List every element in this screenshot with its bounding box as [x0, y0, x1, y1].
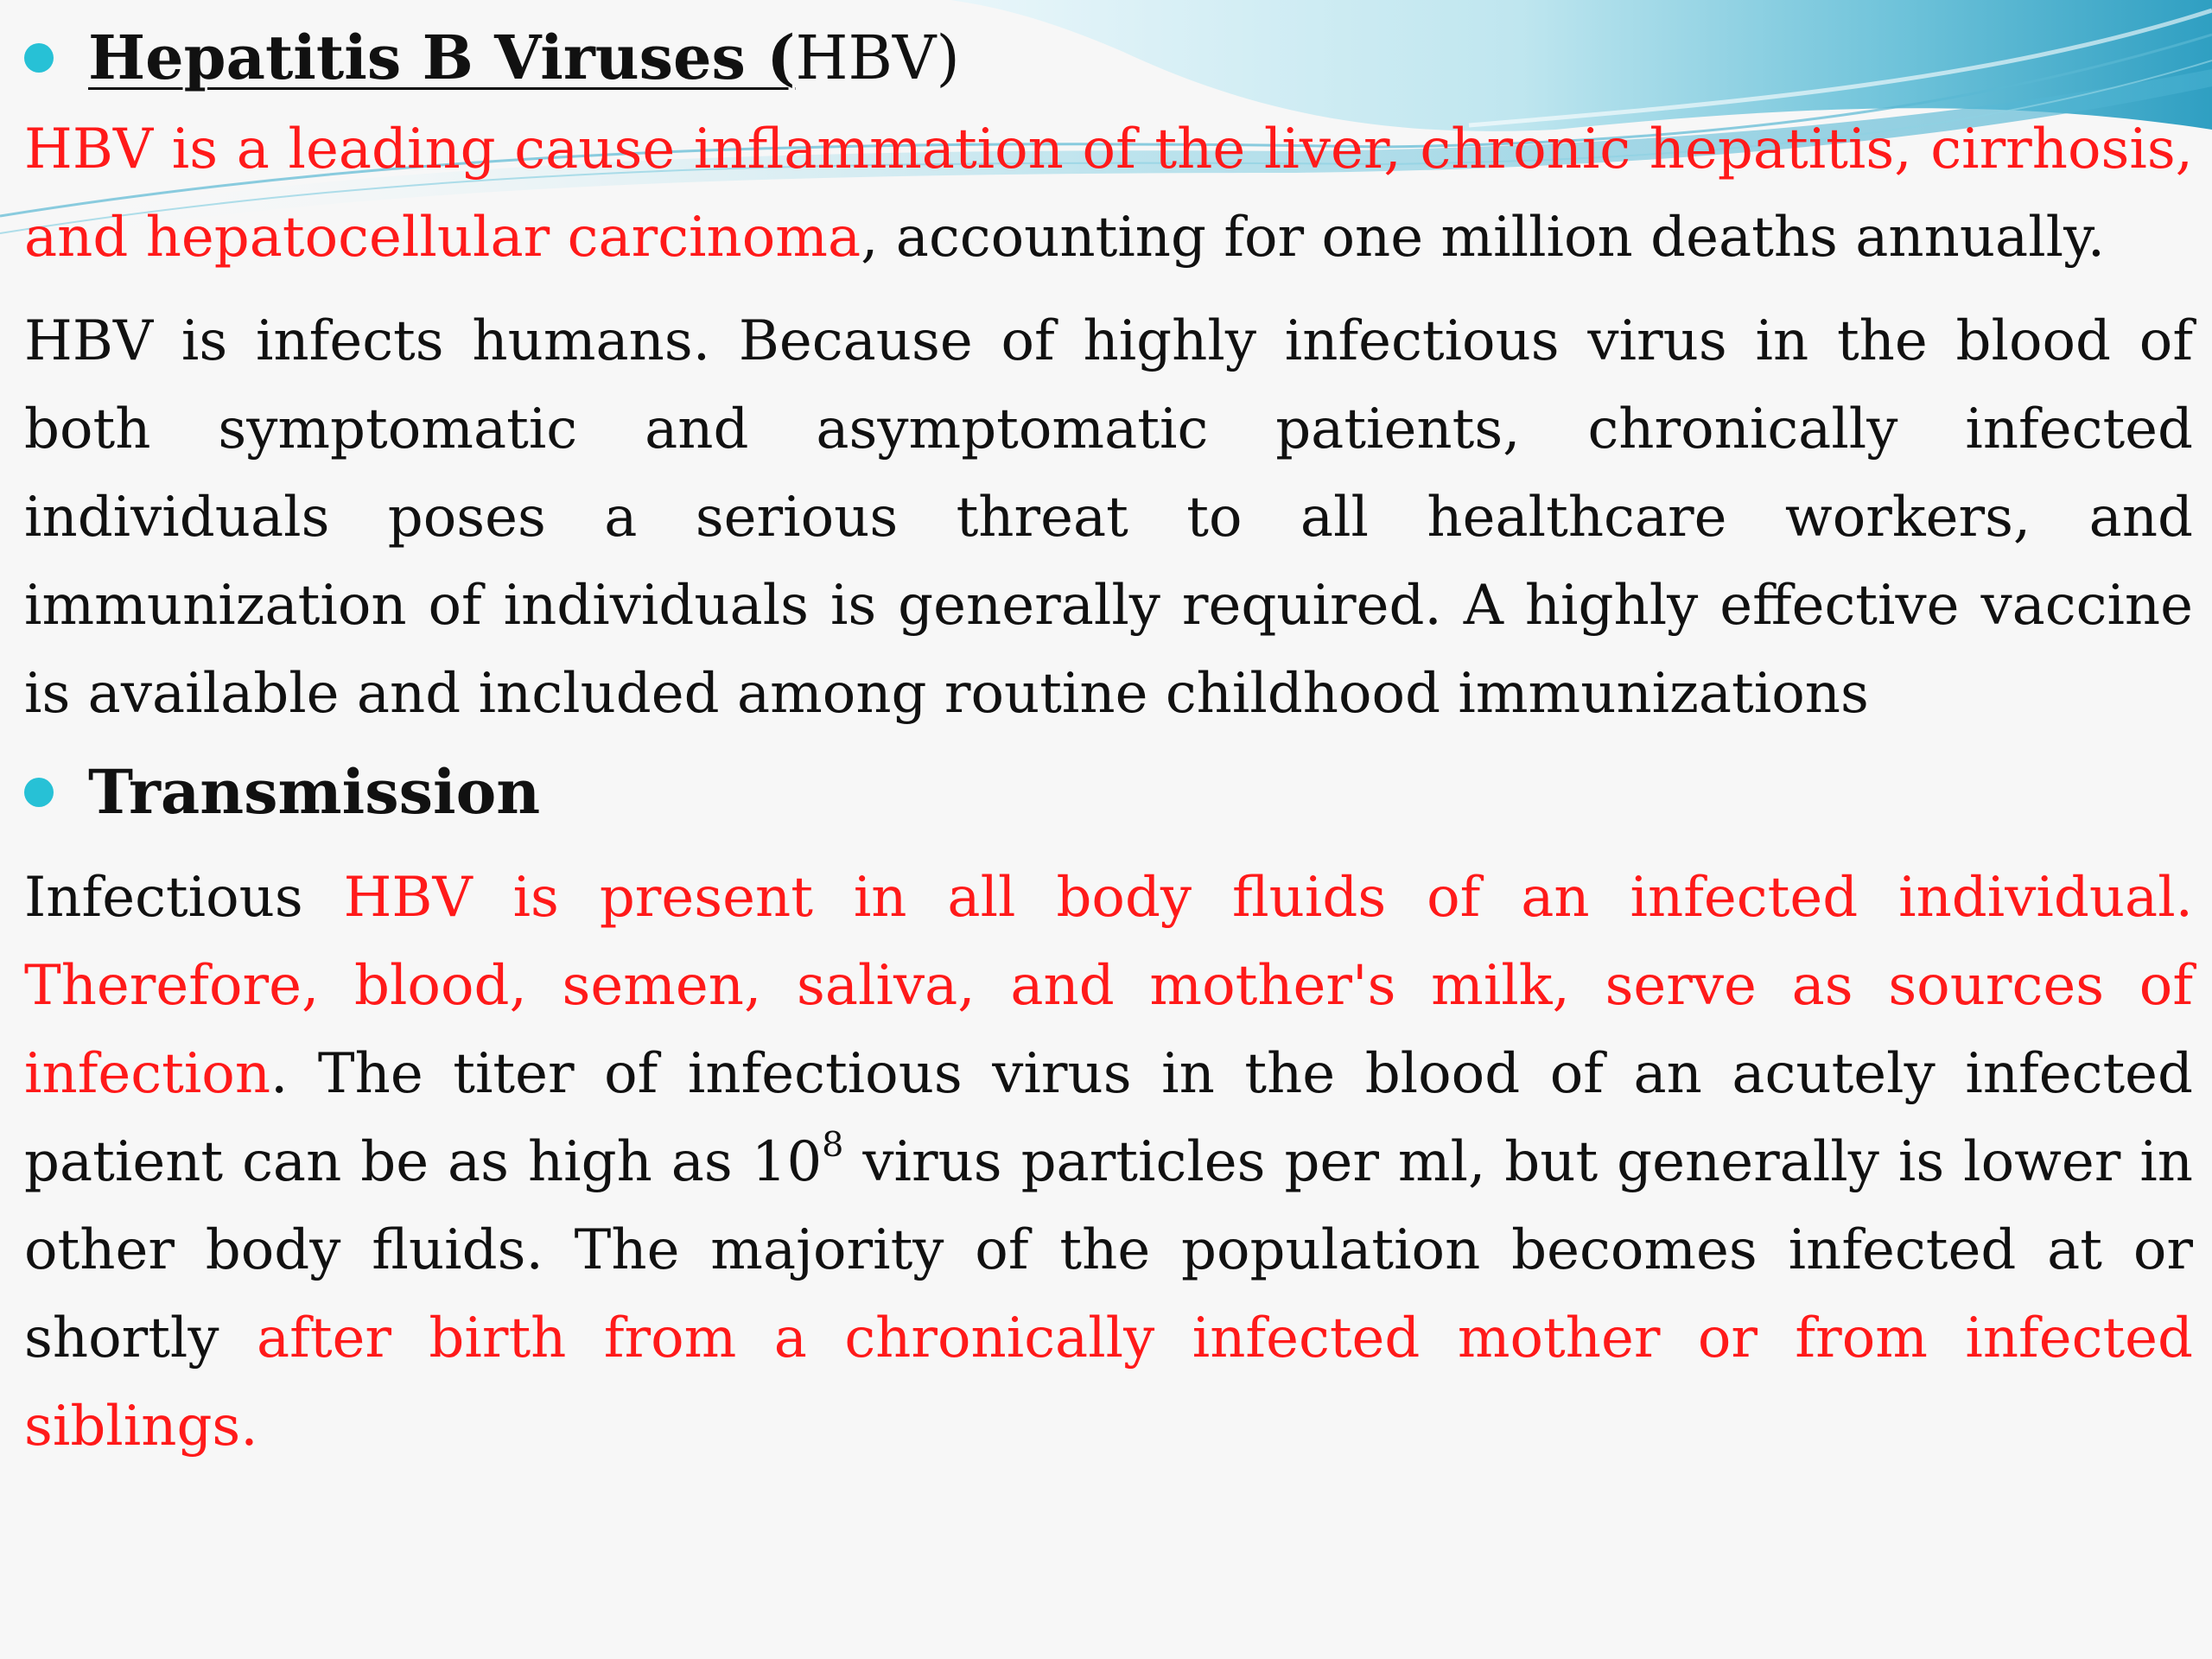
heading-underlined-text: Hepatitis B Viruses (	[88, 22, 796, 93]
bullet-icon	[24, 778, 54, 807]
body-text: Infectious	[24, 866, 344, 930]
body-text: virus particles per ml, but generally is lower in other body fluids. The majority of the population becomes infected at or shortly	[24, 1130, 2194, 1370]
highlighted-text: HBV is a leading cause inflammation of the liver, chronic hepatitis, cirrhosis, and hepatocellular carcinoma	[24, 118, 2193, 270]
bullet-icon	[24, 43, 54, 73]
section-heading-transmission	[24, 747, 2193, 838]
highlighted-text: after birth from a chronically infected mother or from infected siblings.	[24, 1306, 2194, 1459]
paragraph-transmission	[24, 854, 2193, 1471]
body-text: , accounting for one million deaths annually.	[861, 206, 2106, 270]
heading-text: Transmission	[88, 756, 541, 828]
slide-content	[24, 12, 2193, 1471]
highlighted-text: HBV is present in all body fluids of an infected individual. Therefore, blood, semen, saliva, and mother's milk, serve as sources of infection	[24, 866, 2194, 1106]
heading-rest-text: HBV)	[795, 22, 960, 93]
body-text: . The titer of infectious virus in the blood of an acutely infected patient can be as high as 10	[24, 1042, 2193, 1194]
superscript-exponent: 8	[822, 1125, 844, 1166]
paragraph-hbv-overview	[24, 105, 2193, 282]
paragraph-hbv-infection: HBV is infects humans. Because of highly infectious virus in the blood of both symptomatic and asymptomatic patients, chronically infected individuals poses a serious threat to all healthcare workers, and immunization of individuals is generally required. A highly effective vaccine is available and included among routine childhood immunizations	[24, 309, 2193, 726]
section-heading-hbv	[24, 12, 2193, 104]
